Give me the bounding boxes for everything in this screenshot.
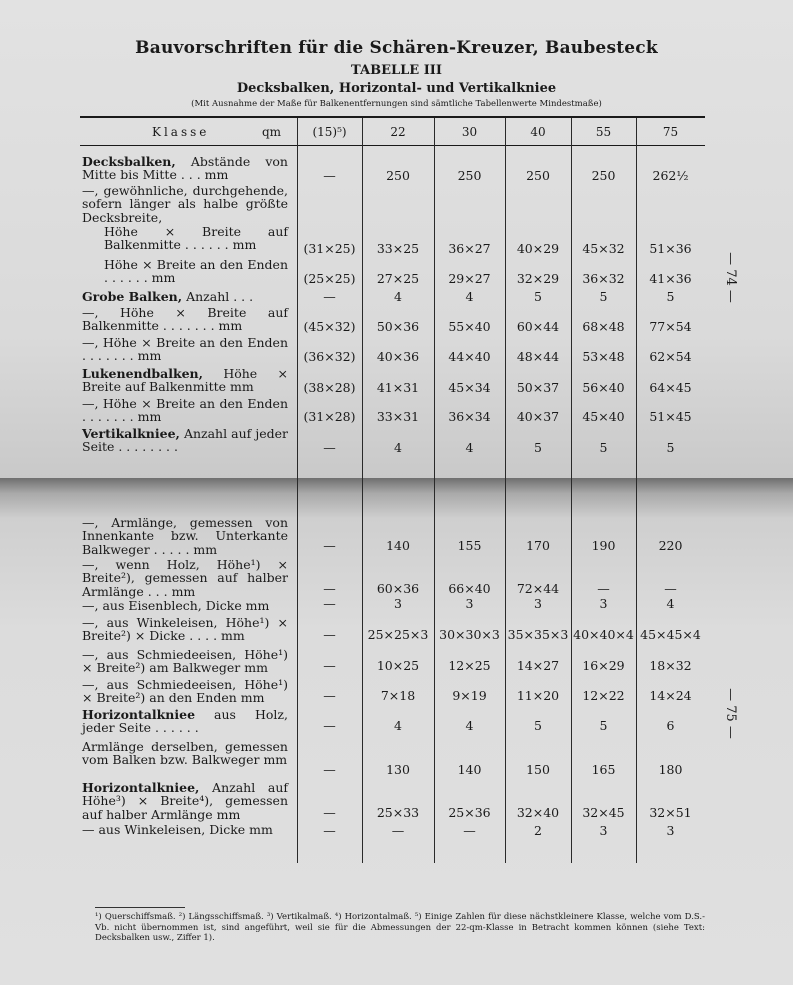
- table-cell: —: [323, 440, 336, 455]
- table-cell: 3: [599, 596, 608, 611]
- table-cell: —: [323, 805, 336, 820]
- table-cell: 77×54: [649, 319, 692, 334]
- table-cell: (31×28): [303, 409, 356, 424]
- table-cell: 56×40: [582, 380, 625, 395]
- row-label: Decksbalken, Abstände von Mitte bis Mitte . . . mm: [82, 154, 288, 183]
- table-cell: —: [323, 596, 336, 611]
- rule-top: [80, 116, 705, 118]
- table-cell: 14×24: [649, 688, 692, 703]
- table-cell: —: [323, 688, 336, 703]
- page-bottom: [0, 478, 793, 985]
- table-cell: 45×40: [582, 409, 625, 424]
- table-cell: —: [323, 289, 336, 304]
- row-label: Höhe × Breite auf Balkenmitte . . . . . . mm: [104, 224, 288, 253]
- table-cell: 40×29: [516, 241, 560, 256]
- table-cell: 3: [465, 596, 474, 611]
- table-cell: 3: [666, 823, 675, 838]
- header-klasse: Klasse qm: [152, 125, 282, 139]
- column-header: 22: [390, 125, 406, 139]
- row-label-bold: Grobe Balken,: [82, 289, 183, 304]
- table-cell: 32×40: [516, 805, 560, 820]
- table-cell: 165: [591, 762, 616, 777]
- column-header: (15)⁵): [312, 125, 347, 139]
- row-label: Höhe × Breite an den Enden . . . . . . mm: [104, 257, 288, 286]
- table-cell: 33×31: [376, 409, 420, 424]
- row-label: —, aus Winkeleisen, Höhe¹) × Breite²) × Dicke . . . . mm: [82, 615, 288, 644]
- table-cell: 10×25: [376, 658, 420, 673]
- table-cell: 11×20: [516, 688, 560, 703]
- table-cell: —: [597, 581, 610, 596]
- table-cell: 3: [599, 823, 608, 838]
- table-cell: 45×45×4: [640, 627, 701, 642]
- table-cell: 4: [465, 718, 474, 733]
- table-cell: (36×32): [303, 349, 356, 364]
- table-cell: 6: [666, 718, 675, 733]
- table-cell: 4: [465, 289, 474, 304]
- row-label: Vertikalkniee, Anzahl auf jeder Seite . . . . . . . .: [82, 426, 288, 455]
- row-label: —, Höhe × Breite auf Balkenmitte . . . . . . . mm: [82, 305, 288, 334]
- table-cell: (45×32): [303, 319, 356, 334]
- column-header: 55: [595, 125, 612, 139]
- table-cell: 5: [666, 289, 675, 304]
- table-cell: —: [323, 581, 336, 596]
- table-cell: 48×44: [516, 349, 560, 364]
- row-label-bold: Horizontalkniee,: [82, 780, 200, 795]
- column-header: 75: [662, 125, 679, 139]
- table-cell: 50×36: [376, 319, 420, 334]
- table-cell: 41×36: [649, 271, 692, 286]
- table-cell: 16×29: [582, 658, 625, 673]
- table-cell: 30×30×3: [439, 627, 500, 642]
- row-label: Grobe Balken, Anzahl . . .: [82, 289, 254, 304]
- table-cell: 220: [658, 538, 683, 553]
- table-cell: 180: [658, 762, 683, 777]
- row-label: —, Höhe × Breite an den Enden . . . . . . . mm: [82, 396, 288, 425]
- table-cell: 250: [386, 168, 410, 183]
- table-cell: 32×45: [582, 805, 625, 820]
- table-cell: 27×25: [376, 271, 420, 286]
- table-cell: 36×34: [448, 409, 491, 424]
- table-cell: 262½: [652, 168, 689, 183]
- table-cell: —: [463, 823, 476, 838]
- table-cell: 14×27: [516, 658, 560, 673]
- table-cell: 250: [591, 168, 616, 183]
- table-cell: 5: [534, 289, 542, 304]
- row-label: —, Höhe × Breite an den Enden . . . . . . . mm: [82, 335, 288, 364]
- table-cell: 25×36: [448, 805, 491, 820]
- page-top: [0, 0, 793, 478]
- table-cell: —: [323, 762, 336, 777]
- table-cell: 62×54: [649, 349, 692, 364]
- table-cell: 250: [526, 168, 550, 183]
- table-cell: 36×27: [448, 241, 491, 256]
- table-cell: 7×18: [380, 688, 416, 703]
- table-cell: 4: [394, 718, 402, 733]
- table-cell: 40×37: [516, 409, 560, 424]
- table-cell: 33×25: [376, 241, 420, 256]
- rule-header: [80, 145, 705, 146]
- row-label-bold: Horizontalkniee: [82, 707, 196, 722]
- row-label: Horizontalkniee aus Holz, jeder Seite . . . . . .: [82, 707, 288, 736]
- page-title: Bauvorschriften für die Schären-Kreuzer, Baubesteck: [135, 38, 658, 58]
- row-label: —, aus Schmiedeeisen, Höhe¹) × Breite²) an den Enden mm: [82, 677, 288, 706]
- table-cell: 51×45: [649, 409, 692, 424]
- table-cell: 12×22: [582, 688, 625, 703]
- table-cell: 130: [386, 762, 410, 777]
- table-cell: 64×45: [649, 380, 692, 395]
- table-cell: 35×35×3: [507, 627, 569, 642]
- table-cell: 4: [394, 289, 402, 304]
- table-cell: 190: [591, 538, 616, 553]
- table-cell: 45×34: [448, 380, 491, 395]
- table-cell: 140: [386, 538, 410, 553]
- table-cell: 155: [457, 538, 482, 553]
- row-label: Horizontalkniee, Anzahl auf Höhe³) × Breite⁴), gemessen auf halber Armlänge mm: [82, 780, 288, 822]
- table-cell: —: [323, 168, 336, 183]
- table-cell: 36×32: [582, 271, 625, 286]
- row-label: —, Armlänge, gemessen von Innenkante bzw. Unterkante Balkweger . . . . . mm: [82, 515, 288, 557]
- table-cell: 72×44: [516, 581, 560, 596]
- table-cell: 4: [394, 440, 402, 455]
- table-cell: 18×32: [649, 658, 692, 673]
- row-label: —, aus Schmiedeeisen, Höhe¹) × Breite²) am Balkweger mm: [82, 647, 288, 676]
- table-cell: —: [323, 538, 336, 553]
- table-cell: 40×40×4: [573, 627, 634, 642]
- table-cell: 9×19: [452, 688, 487, 703]
- table-cell: 5: [534, 718, 542, 733]
- row-label: Armlänge derselben, gemessen vom Balken bzw. Balkweger mm: [82, 739, 288, 768]
- table-cell: 40×36: [376, 349, 420, 364]
- footnote: ¹) Querschiffsmaß. ²) Längsschiffsmaß. ³) Vertikalmaß. ⁴) Horizontalmaß. ⁵) Einige Zahlen für diese nächstkleinere Klasse, welche vom D.S.-Vb. nicht übernommen ist, sind angeführt, weil sie für die Abmessungen der 22-qm-Klasse in Betracht kommen können (siehe Text: Decksbalken usw., Ziffer 1).: [95, 912, 705, 943]
- footnote-rule: [95, 907, 185, 908]
- row-label-bold: Decksbalken,: [82, 154, 176, 169]
- table-cell: 44×40: [448, 349, 491, 364]
- table-cell: 5: [534, 440, 542, 455]
- row-label: —, wenn Holz, Höhe¹) × Breite²), gemessen auf halber Armlänge . . . mm: [82, 557, 288, 599]
- table-cell: 4: [666, 596, 675, 611]
- table-cell: —: [391, 823, 405, 838]
- row-label: Lukenendbalken, Höhe × Breite auf Balkenmitte mm: [82, 366, 288, 395]
- table-cell: (31×25): [303, 241, 356, 256]
- row-label-bold: Lukenendbalken,: [82, 366, 204, 381]
- page-number-74: — 74 —: [722, 252, 738, 303]
- table-cell: —: [323, 627, 336, 642]
- table-cell: —: [664, 581, 677, 596]
- table-cell: 25×33: [376, 805, 420, 820]
- table-cell: 32×51: [649, 805, 692, 820]
- table-cell: 12×25: [448, 658, 491, 673]
- table-cell: 5: [666, 440, 675, 455]
- table-cell: (25×25): [303, 271, 356, 286]
- table-cell: —: [323, 658, 336, 673]
- table-cell: 25×25×3: [367, 627, 429, 642]
- page-number-75: — 75 —: [722, 688, 738, 739]
- table-cell: 51×36: [649, 241, 692, 256]
- table-cell: —: [323, 823, 336, 838]
- table-cell: 2: [534, 823, 542, 838]
- table-cell: 3: [534, 596, 542, 611]
- table-cell: 32×29: [516, 271, 560, 286]
- table-cell: 250: [457, 168, 482, 183]
- column-header: 40: [530, 125, 546, 139]
- row-label: —, gewöhnliche, durchgehende, sofern länger als halbe größte Decksbreite,: [82, 183, 288, 225]
- table-number: TABELLE III: [351, 63, 442, 78]
- table-cell: 45×32: [582, 241, 625, 256]
- table-cell: 68×48: [582, 319, 625, 334]
- table-cell: 4: [465, 440, 474, 455]
- table-note: (Mit Ausnahme der Maße für Balkenentfernungen sind sämtliche Tabellenwerte Mindestmaße): [191, 99, 602, 109]
- row-label-bold: Vertikalkniee,: [82, 426, 180, 441]
- table-cell: 140: [457, 762, 482, 777]
- table-cell: 5: [599, 440, 608, 455]
- table-cell: 3: [394, 596, 402, 611]
- row-label: —, aus Eisenblech, Dicke mm: [82, 598, 270, 613]
- table-cell: 55×40: [448, 319, 491, 334]
- table-cell: 66×40: [448, 581, 491, 596]
- table-cell: 60×36: [376, 581, 420, 596]
- table-cell: 50×37: [516, 380, 560, 395]
- table-cell: 41×31: [376, 380, 420, 395]
- table-cell: (38×28): [303, 380, 356, 395]
- table-cell: 29×27: [448, 271, 491, 286]
- table-cell: 150: [526, 762, 550, 777]
- table-cell: 5: [599, 289, 608, 304]
- table-cell: 60×44: [516, 319, 560, 334]
- table-cell: 53×48: [582, 349, 625, 364]
- row-label: — aus Winkeleisen, Dicke mm: [82, 822, 273, 837]
- table-cell: 170: [526, 538, 550, 553]
- column-header: 30: [461, 125, 478, 139]
- table-cell: 5: [599, 718, 608, 733]
- table-subtitle: Decksbalken, Horizontal- und Vertikalkniee: [236, 81, 557, 96]
- table-cell: —: [323, 718, 336, 733]
